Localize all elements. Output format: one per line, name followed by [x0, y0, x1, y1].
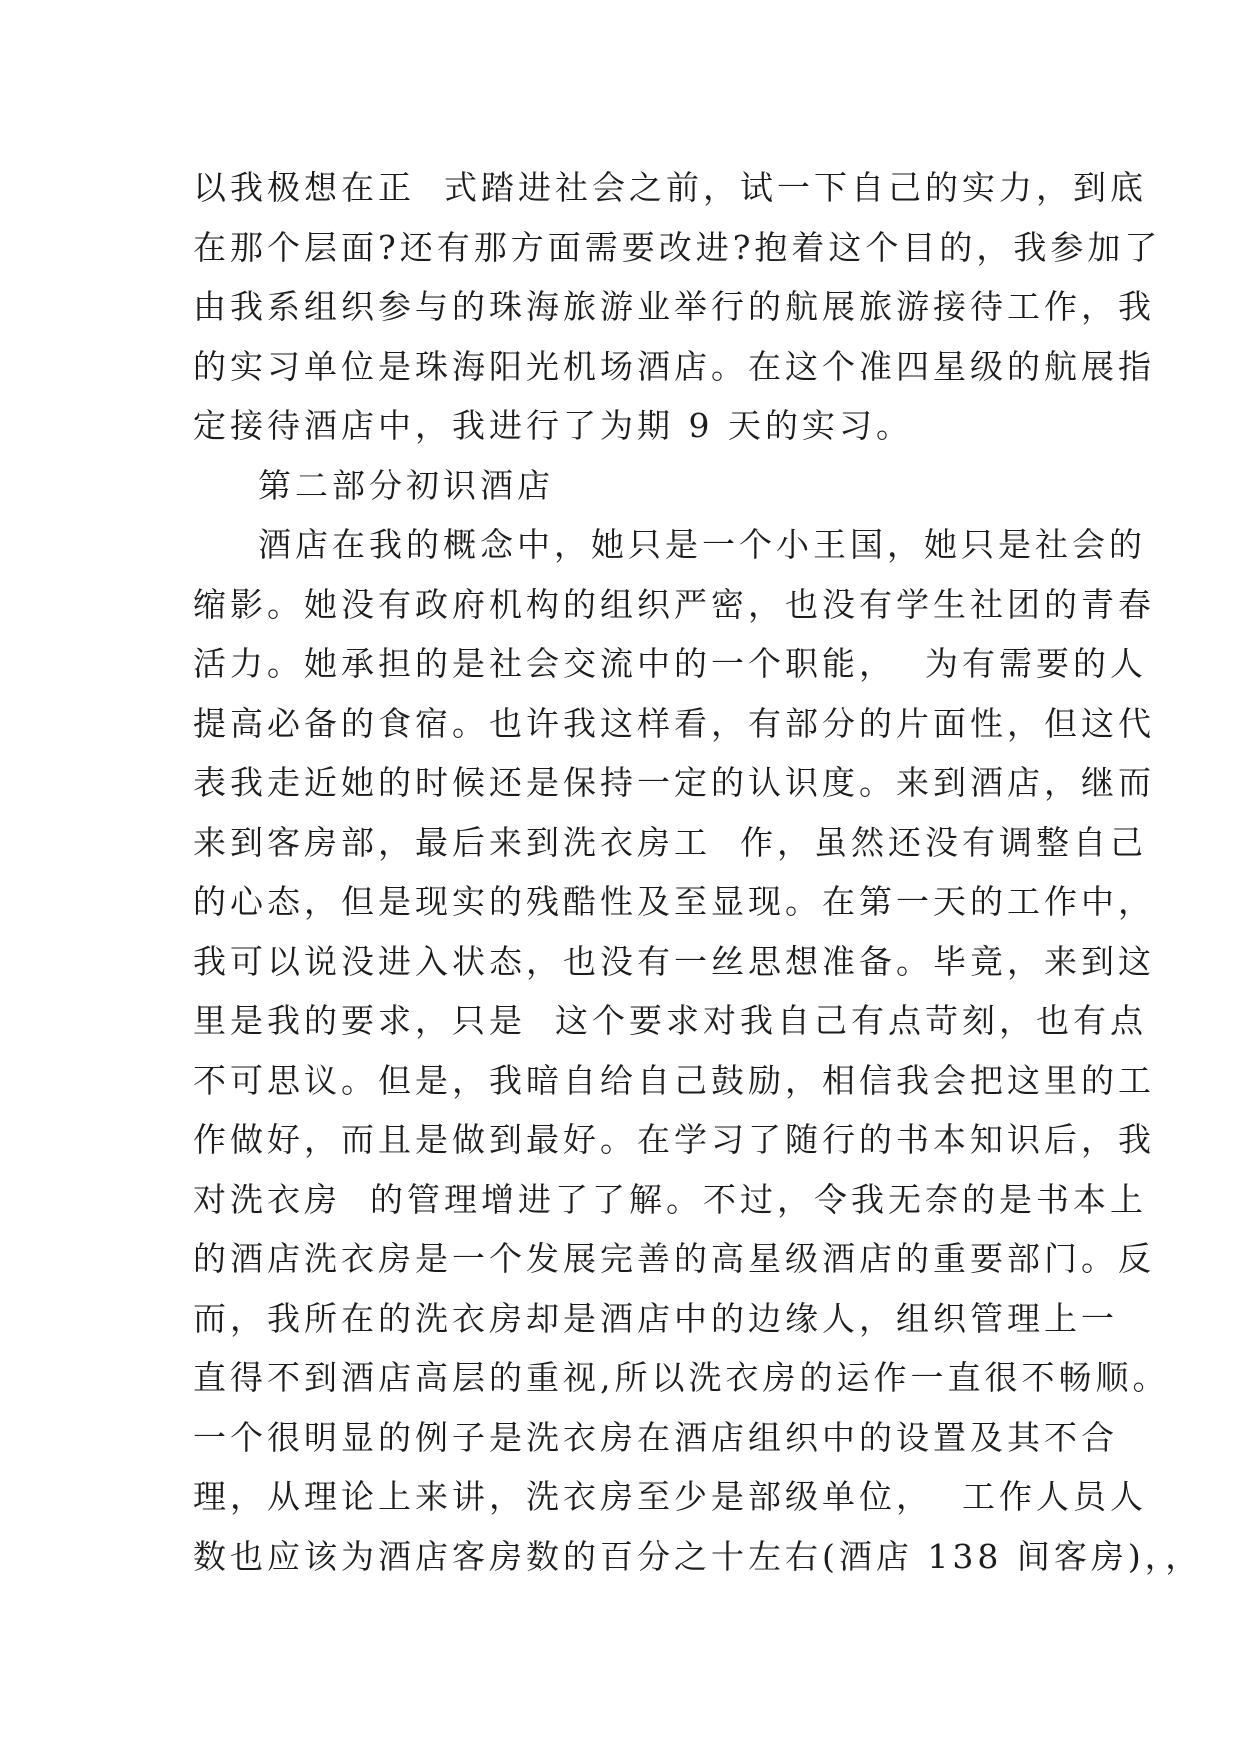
- text-line: 的心态，但是现实的残酷性及至显现。在第一天的工作中，: [193, 882, 1155, 921]
- section-heading: 第二部分初识酒店: [258, 465, 554, 505]
- text-line: 来到客房部，最后来到洗衣房工 作，虽然还没有调整自己: [193, 822, 1147, 862]
- text-line: 由我系组织参与的珠海旅游业举行的航展旅游接待工作，我: [193, 287, 1155, 326]
- text-line: 定接待酒店中，我进行了为期 9 天的实习。: [193, 406, 913, 445]
- text-line: 而，我所在的洗衣房却是酒店中的边缘人，组织管理上一: [193, 1298, 1118, 1338]
- text-line: 理，从理论上来讲，洗衣房至少是部级单位， 工作人员人: [193, 1477, 1147, 1516]
- text-line: 对洗衣房 的管理增进了了解。不过，令我无奈的是书本上: [193, 1179, 1147, 1219]
- text-line: 活力。她承担的是社会交流中的一个职能， 为有需要的人: [193, 644, 1147, 683]
- text-line: 表我走近她的时候还是保持一定的认识度。来到酒店，继而: [193, 763, 1155, 802]
- text-line: 里是我的要求，只是 这个要求对我自己有点苛刻，也有点: [193, 1001, 1147, 1040]
- text-line: 不可思议。但是，我暗自给自己鼓励，相信我会把这里的工: [193, 1060, 1155, 1100]
- text-line: 提高必备的食宿。也许我这样看，有部分的片面性，但这代: [193, 703, 1155, 743]
- text-line: 数也应该为酒店客房数的百分之十左右(酒店 138 间客房)，，: [193, 1536, 1203, 1576]
- text-line: 作做好，而且是做到最好。在学习了随行的书本知识后，我: [193, 1120, 1155, 1159]
- text-line: 以我极想在正 式踏进社会之前，试一下自己的实力，到底: [193, 168, 1147, 207]
- text-line: 缩影。她没有政府机构的组织严密，也没有学生社团的青春: [193, 584, 1155, 624]
- document-body: [193, 158, 1203, 1586]
- text-line: 的实习单位是珠海阳光机场酒店。在这个准四星级的航展指: [193, 346, 1155, 386]
- text-line: 在那个层面?还有那方面需要改进?抱着这个目的，我参加了: [193, 227, 1162, 267]
- text-line: 酒店在我的概念中，她只是一个小王国，她只是社会的: [258, 525, 1146, 564]
- text-line: 我可以说没进入状态，也没有一丝思想准备。毕竟，来到这: [193, 941, 1155, 981]
- text-line: 一个很明显的例子是洗衣房在酒店组织中的设置及其不合: [193, 1417, 1118, 1457]
- text-line: 的酒店洗衣房是一个发展完善的高星级酒店的重要部门。反: [193, 1239, 1155, 1278]
- text-line: 直得不到酒店高层的重视,所以洗衣房的运作一直很不畅顺。: [193, 1358, 1170, 1397]
